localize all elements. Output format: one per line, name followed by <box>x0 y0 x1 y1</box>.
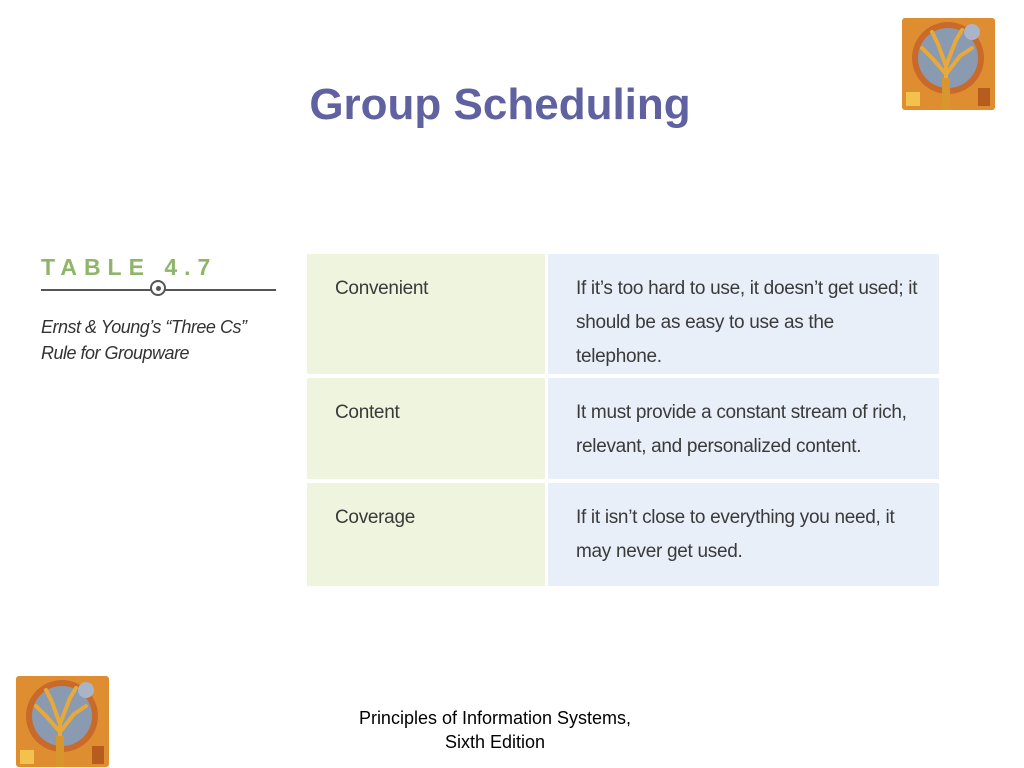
table-number-label: TABLE 4.7 <box>41 254 218 280</box>
term-cell: Coverage <box>307 481 547 586</box>
table-caption: Ernst & Young’s “Three Cs” Rule for Groupware <box>41 317 247 363</box>
caption-divider <box>41 280 276 300</box>
description-cell: If it’s too hard to use, it doesn’t get used; it should be as easy to use as the telephone. <box>547 254 940 376</box>
table-caption-block <box>41 254 276 366</box>
footer-text <box>325 706 665 754</box>
description-cell: It must provide a constant stream of rich, relevant, and personalized content. <box>547 376 940 481</box>
table-row <box>307 481 939 586</box>
description-cell: If it isn’t close to everything you need, it may never get used. <box>547 481 940 586</box>
term-cell: Content <box>307 376 547 481</box>
bullseye-icon <box>150 280 166 296</box>
slide-title: Group Scheduling <box>309 80 691 129</box>
three-cs-table <box>307 254 939 586</box>
table-row <box>307 376 939 481</box>
footer-line: Principles of Information Systems, <box>358 708 632 728</box>
table-row <box>307 254 939 376</box>
footer-line: Sixth Edition <box>444 732 546 752</box>
term-cell: Convenient <box>307 254 547 376</box>
tree-logo-icon <box>16 676 109 767</box>
